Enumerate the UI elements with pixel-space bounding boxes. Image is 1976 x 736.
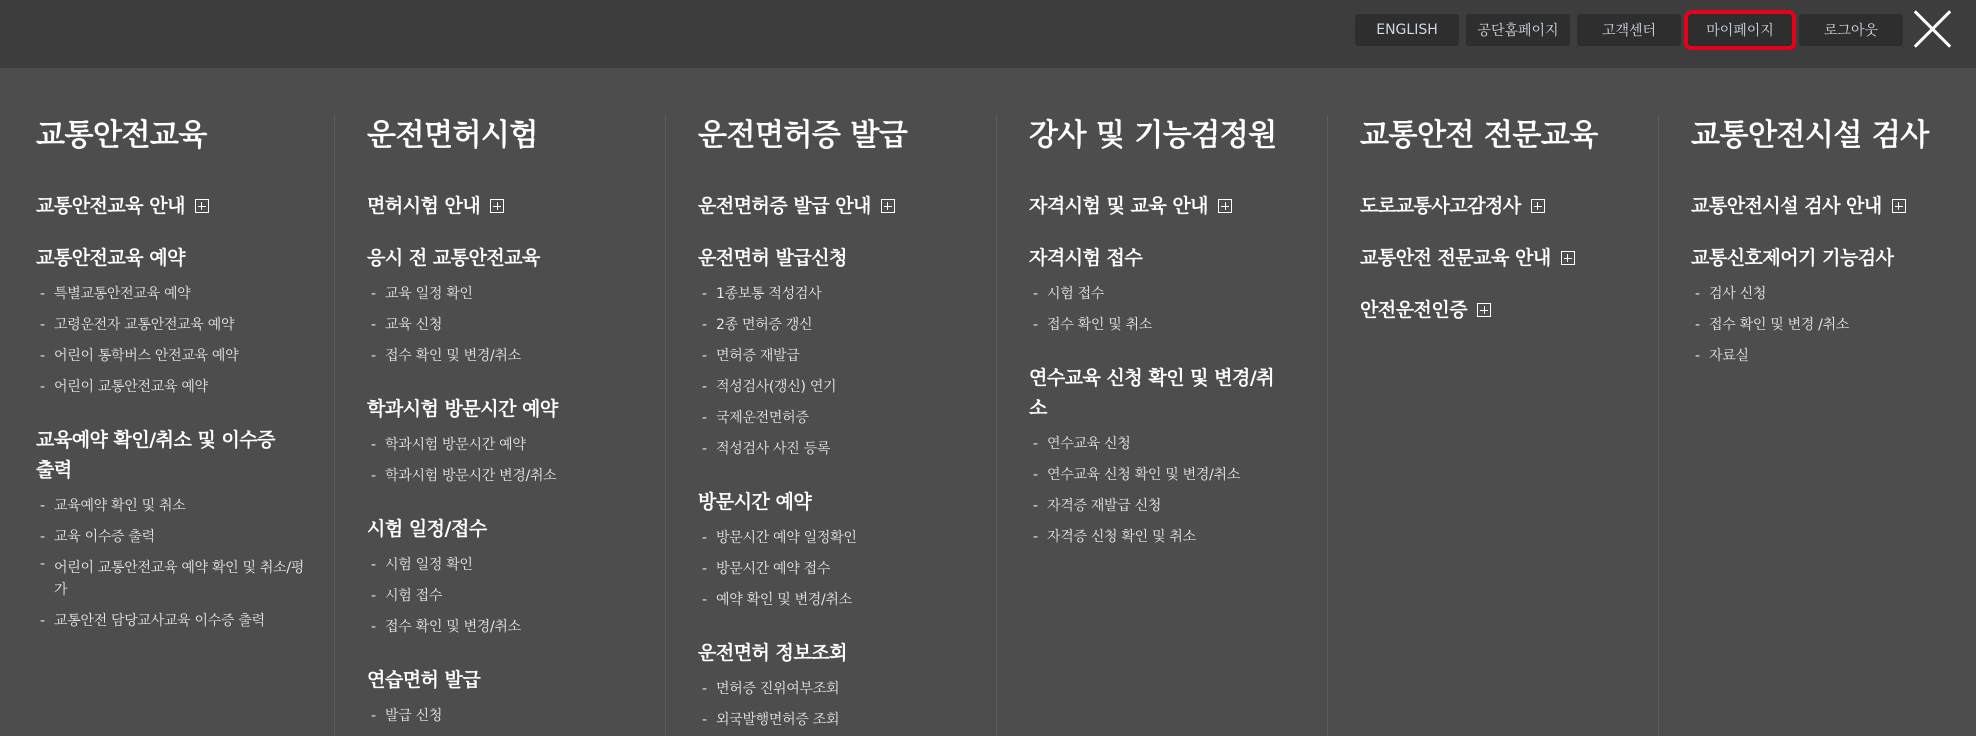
submenu-list — [1029, 429, 1301, 553]
column-license-issue — [698, 116, 970, 736]
submenu-list — [367, 430, 639, 492]
section-label: 연습면허 발급 — [367, 669, 481, 691]
submenu-item[interactable]: - 적성검사(갱신) 연기 — [698, 372, 970, 403]
menu-section — [1691, 243, 1963, 372]
expand-plus-icon[interactable] — [1892, 199, 1906, 213]
section-title[interactable] — [367, 394, 617, 424]
column-license-exam — [367, 116, 639, 736]
submenu-item[interactable]: - 학과시험 방문시간 변경/취소 — [367, 461, 639, 492]
submenu-item[interactable]: - 연수교육 신청 — [1029, 429, 1301, 460]
section-label: 자격시험 접수 — [1029, 247, 1143, 269]
submenu-item[interactable]: - 교육 일정 확인 — [367, 279, 639, 310]
menu-section — [698, 487, 970, 616]
submenu-item[interactable]: - 교육 신청 — [367, 310, 639, 341]
menu-section — [36, 243, 308, 403]
submenu-item[interactable]: - 면허증 진위여부조회 — [698, 674, 970, 705]
section-title[interactable] — [36, 243, 286, 273]
submenu-item[interactable]: - 외국발행면허증 조회 — [698, 705, 970, 736]
submenu-item[interactable]: - 교육 이수증 출력 — [36, 522, 308, 553]
submenu-item[interactable]: - 고령운전자 교통안전교육 예약 — [36, 310, 308, 341]
submenu-list — [36, 279, 308, 403]
section-title[interactable] — [1029, 243, 1279, 273]
section-title[interactable] — [1360, 295, 1610, 325]
submenu-list — [698, 674, 970, 736]
section-label: 연수교육 신청 확인 및 변경/취소 — [1029, 367, 1275, 419]
section-label: 교통안전시설 검사 안내 — [1691, 195, 1882, 217]
submenu-item[interactable]: - 예약 확인 및 변경/취소 — [698, 585, 970, 616]
submenu-item[interactable]: - 검사 신청 — [1691, 279, 1963, 310]
expand-plus-icon[interactable] — [881, 199, 895, 213]
submenu-item[interactable]: - 국제운전면허증 — [698, 403, 970, 434]
submenu-item[interactable]: - 시험 접수 — [1029, 279, 1301, 310]
section-title[interactable] — [367, 191, 617, 221]
submenu-item[interactable]: - 적성검사 사진 등록 — [698, 434, 970, 465]
menu-section — [367, 243, 639, 372]
column-title[interactable]: 교통안전시설 검사 — [1691, 118, 1929, 153]
section-label: 교통안전교육 안내 — [36, 195, 185, 217]
section-label: 안전운전인증 — [1360, 299, 1468, 321]
section-title[interactable] — [1029, 191, 1279, 221]
menu-section — [1360, 243, 1632, 273]
menu-section — [1029, 243, 1301, 341]
submenu-list — [1691, 279, 1963, 372]
section-label: 시험 일정/접수 — [367, 518, 487, 540]
submenu-item[interactable]: - 접수 확인 및 취소 — [1029, 310, 1301, 341]
section-title[interactable] — [698, 191, 948, 221]
section-label: 교통안전 전문교육 안내 — [1360, 247, 1551, 269]
expand-plus-icon[interactable] — [1561, 251, 1575, 265]
column-title[interactable]: 교통안전 전문교육 — [1360, 118, 1598, 153]
section-title[interactable] — [698, 243, 948, 273]
menu-section — [1029, 191, 1301, 221]
section-label: 교육예약 확인/취소 및 이수증 출력 — [36, 429, 276, 481]
submenu-list — [367, 550, 639, 643]
menu-section — [1691, 191, 1963, 221]
column-safety-expert-education — [1360, 116, 1632, 736]
section-title[interactable] — [698, 487, 948, 517]
menu-section — [367, 394, 639, 492]
section-title[interactable] — [1029, 363, 1279, 423]
section-label: 도로교통사고감정사 — [1360, 195, 1521, 217]
submenu-item[interactable]: - 자료실 — [1691, 341, 1963, 372]
submenu-list — [36, 491, 308, 637]
submenu-list — [1029, 279, 1301, 341]
expand-plus-icon[interactable] — [490, 199, 504, 213]
menu-section — [36, 191, 308, 221]
menu-section — [1029, 363, 1301, 553]
section-label: 교통안전교육 예약 — [36, 247, 185, 269]
section-title[interactable] — [367, 665, 617, 695]
submenu-item[interactable]: - 접수 확인 및 변경/취소 — [367, 612, 639, 643]
menu-section — [698, 243, 970, 465]
submenu-item[interactable]: - 방문시간 예약 일정확인 — [698, 523, 970, 554]
top-bar — [0, 0, 1976, 68]
submenu-list — [698, 523, 970, 616]
mega-menu — [0, 68, 1976, 736]
submenu-item[interactable]: - 교육예약 확인 및 취소 — [36, 491, 308, 522]
submenu-list — [698, 279, 970, 465]
column-traffic-safety-education — [36, 116, 308, 736]
section-label: 면허시험 안내 — [367, 195, 481, 217]
column-instructor-examiner — [1029, 116, 1301, 736]
menu-section — [367, 665, 639, 732]
submenu-item[interactable]: - 연수교육 신청 확인 및 변경/취소 — [1029, 460, 1301, 491]
section-title[interactable] — [1691, 243, 1941, 273]
submenu-list — [367, 279, 639, 372]
english-button[interactable]: ENGLISH — [1355, 14, 1459, 46]
menu-section — [1360, 191, 1632, 221]
submenu-item[interactable]: - 자격증 신청 확인 및 취소 — [1029, 522, 1301, 553]
section-label: 자격시험 및 교육 안내 — [1029, 195, 1209, 217]
menu-section — [698, 191, 970, 221]
menu-section — [36, 425, 308, 637]
column-title[interactable]: 운전면허증 발급 — [698, 118, 908, 153]
expand-plus-icon[interactable] — [1531, 199, 1545, 213]
section-title[interactable] — [367, 514, 617, 544]
column-title[interactable]: 교통안전교육 — [36, 118, 207, 153]
submenu-item[interactable]: - 발급 신청 — [367, 701, 639, 732]
customer-center-button[interactable]: 고객센터 — [1577, 14, 1681, 46]
homepage-button[interactable]: 공단홈페이지 — [1466, 14, 1570, 46]
column-title[interactable]: 강사 및 기능검정원 — [1029, 118, 1277, 153]
menu-section — [1360, 295, 1632, 325]
section-title[interactable] — [367, 243, 617, 273]
menu-section — [367, 191, 639, 221]
section-label: 운전면허 정보조회 — [698, 642, 847, 664]
menu-section — [698, 638, 970, 736]
submenu-item[interactable]: - 교통안전 담당교사교육 이수증 출력 — [36, 606, 308, 637]
submenu-item[interactable]: - 방문시간 예약 접수 — [698, 554, 970, 585]
section-label: 학과시험 방문시간 예약 — [367, 398, 558, 420]
section-label: 교통신호제어기 기능검사 — [1691, 247, 1894, 269]
mypage-button[interactable]: 마이페이지 — [1688, 14, 1792, 46]
expand-plus-icon[interactable] — [1477, 303, 1491, 317]
column-safety-facility-inspection — [1691, 116, 1963, 736]
logout-button[interactable]: 로그아웃 — [1799, 14, 1903, 46]
section-title[interactable] — [1360, 191, 1610, 221]
section-title[interactable] — [698, 638, 948, 668]
submenu-item[interactable]: - 어린이 교통안전교육 예약 — [36, 372, 308, 403]
submenu-item[interactable]: - 시험 접수 — [367, 581, 639, 612]
submenu-list — [367, 701, 639, 732]
expand-plus-icon[interactable] — [1218, 199, 1232, 213]
section-title[interactable] — [36, 425, 286, 485]
section-label: 응시 전 교통안전교육 — [367, 247, 540, 269]
menu-section — [367, 514, 639, 643]
submenu-item[interactable]: - 접수 확인 및 변경/취소 — [367, 341, 639, 372]
section-title[interactable] — [36, 191, 286, 221]
section-title[interactable] — [1691, 191, 1941, 221]
submenu-item[interactable]: - 어린이 통학버스 안전교육 예약 — [36, 341, 308, 372]
submenu-item[interactable]: - 면허증 재발급 — [698, 341, 970, 372]
section-label: 방문시간 예약 — [698, 491, 812, 513]
section-label: 운전면허증 발급 안내 — [698, 195, 871, 217]
section-label: 운전면허 발급신청 — [698, 247, 847, 269]
submenu-item[interactable]: - 자격증 재발급 신청 — [1029, 491, 1301, 522]
submenu-item[interactable]: - 학과시험 방문시간 예약 — [367, 430, 639, 461]
column-title[interactable]: 운전면허시험 — [367, 118, 538, 153]
close-icon[interactable] — [1913, 8, 1953, 48]
submenu-item[interactable]: - 접수 확인 및 변경 /취소 — [1691, 310, 1963, 341]
submenu-item[interactable]: - 1종보통 적성검사 — [698, 279, 970, 310]
submenu-item[interactable]: - 특별교통안전교육 예약 — [36, 279, 308, 310]
submenu-item[interactable]: - 2종 면허증 갱신 — [698, 310, 970, 341]
submenu-item[interactable]: - 어린이 교통안전교육 예약 확인 및 취소/평가 — [36, 553, 308, 606]
section-title[interactable] — [1360, 243, 1610, 273]
expand-plus-icon[interactable] — [195, 199, 209, 213]
submenu-item[interactable]: - 시험 일정 확인 — [367, 550, 639, 581]
top-nav — [1355, 14, 1903, 46]
